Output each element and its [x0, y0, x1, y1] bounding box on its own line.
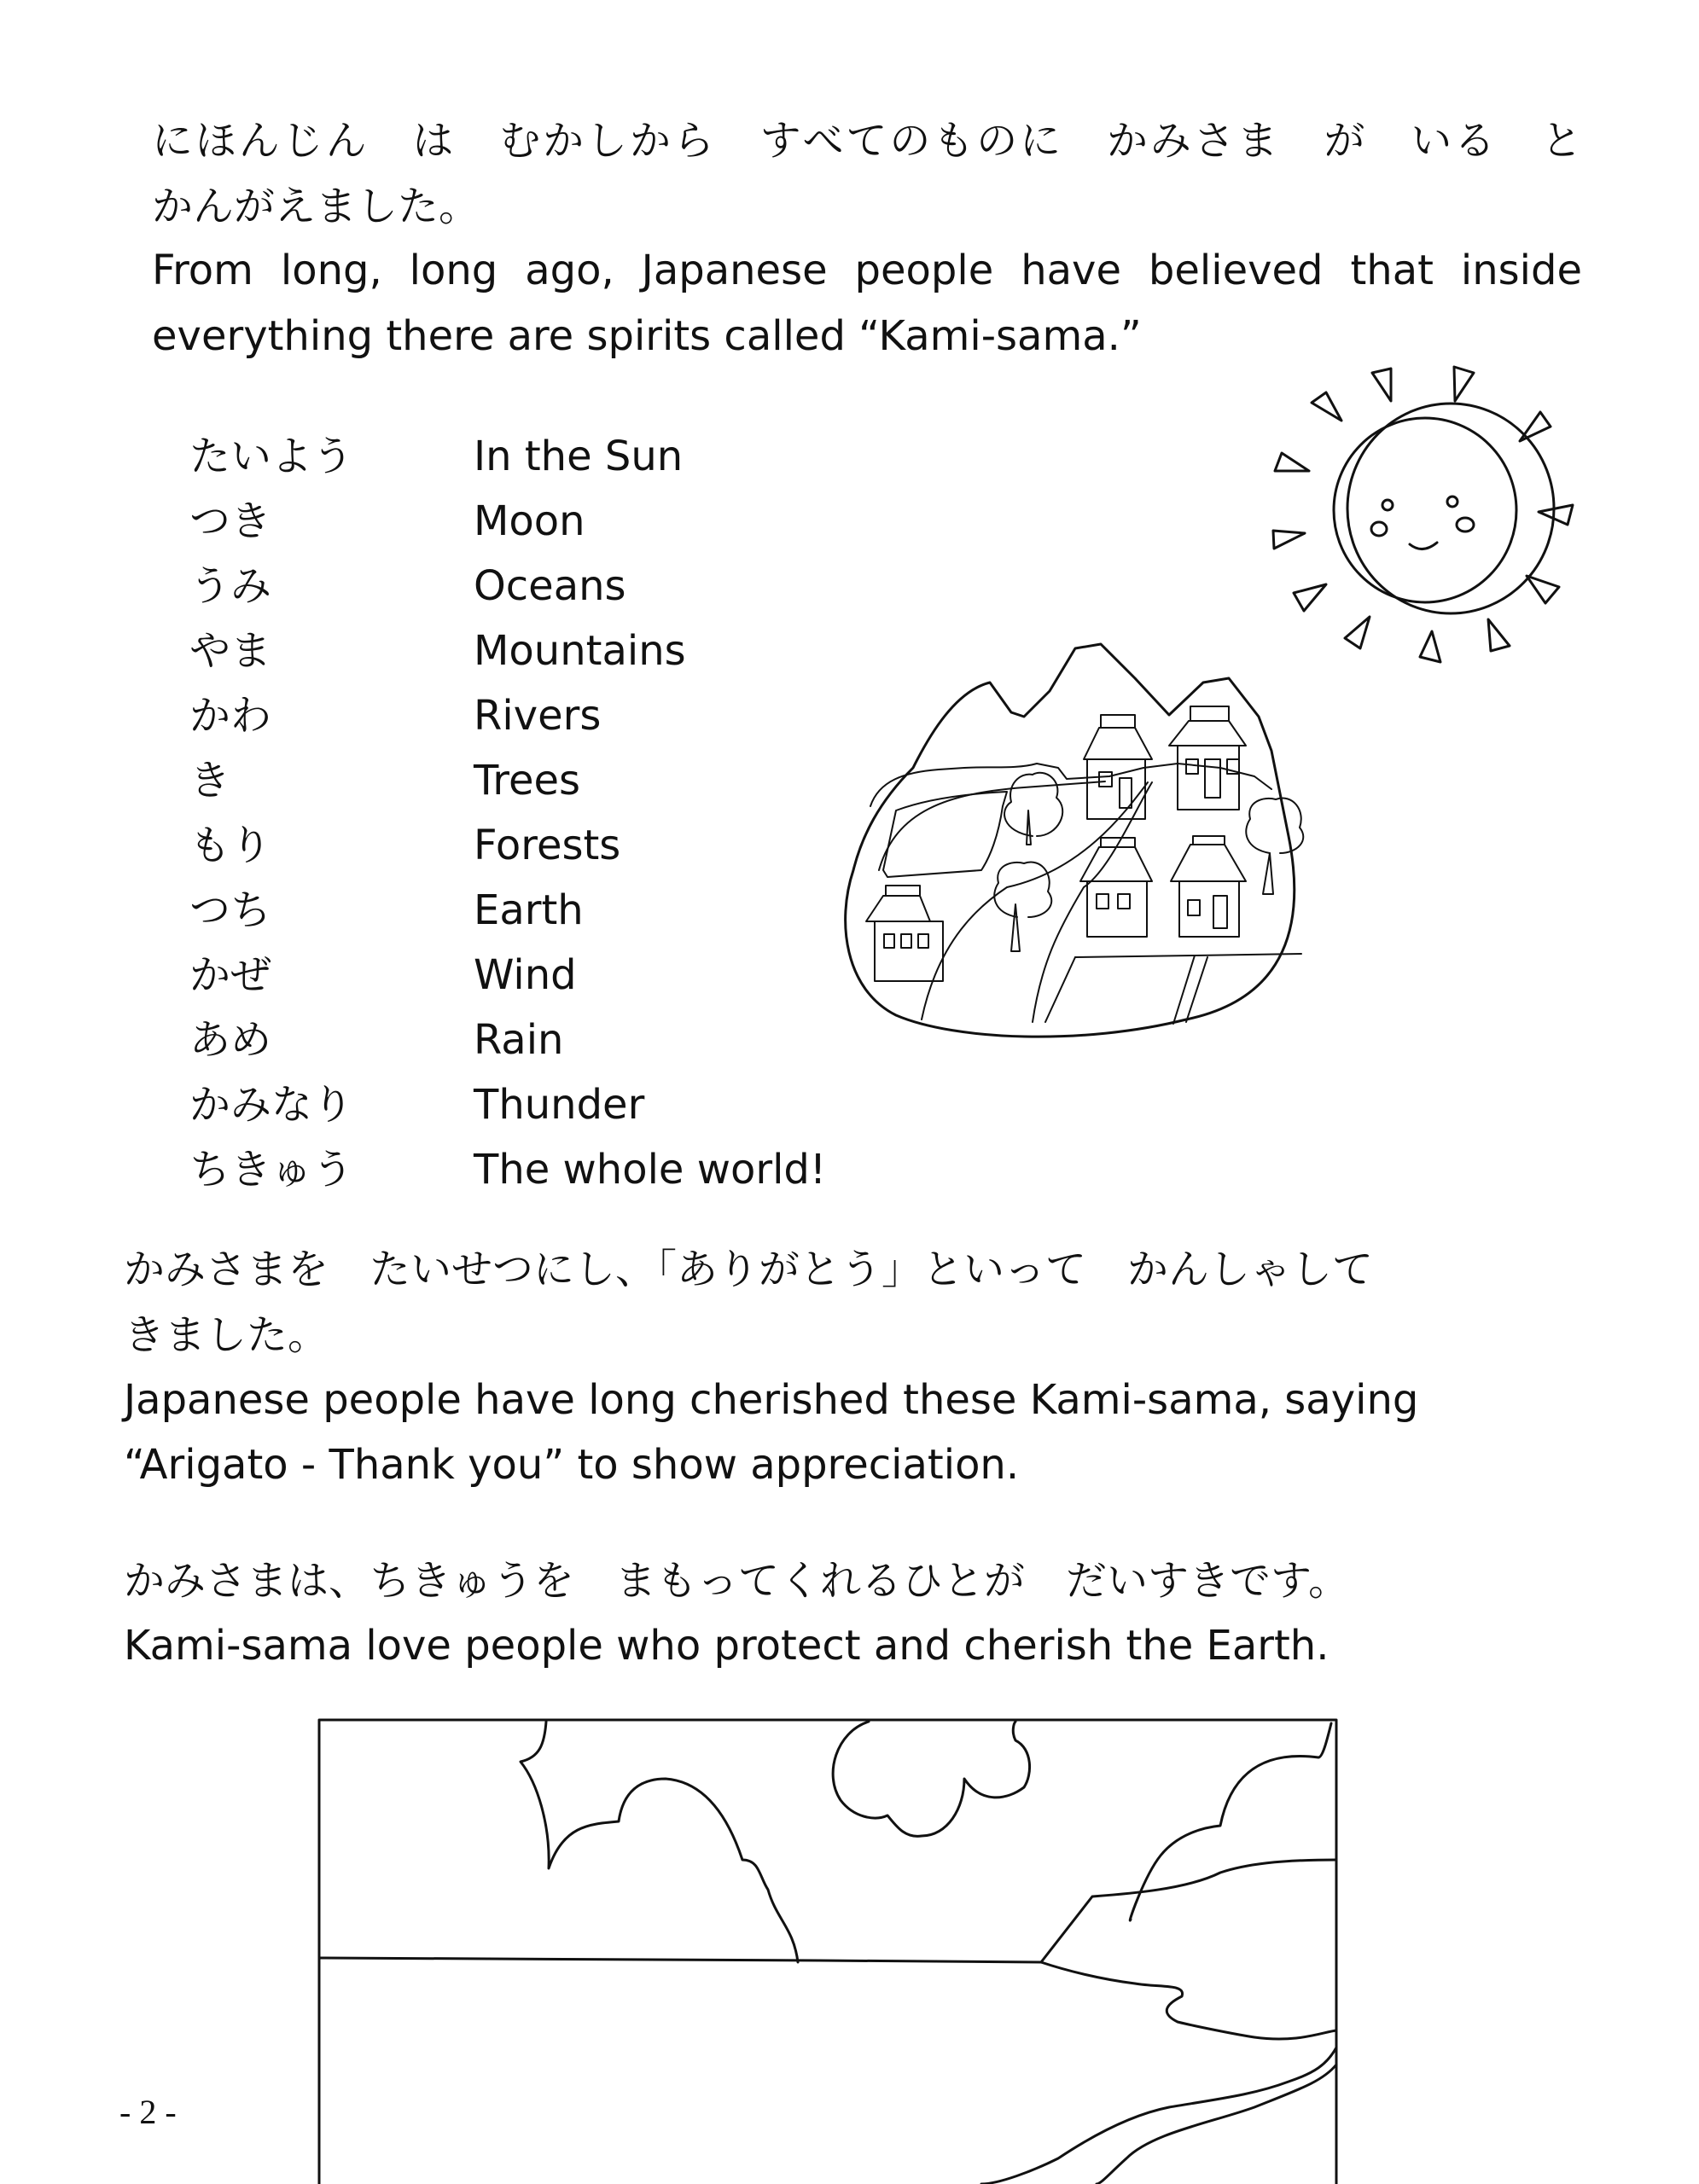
- vocab-jp: かぜ: [189, 951, 272, 999]
- vocab-en: The whole world!: [474, 1146, 827, 1194]
- protect-jp-line-1: かみさまは、ちきゅうを まもってくれるひとが だいすきです。: [124, 1557, 1350, 1605]
- vocab-jp: うみ: [189, 562, 272, 610]
- vocab-jp: つち: [189, 886, 272, 934]
- vocab-en: Trees: [474, 757, 581, 804]
- vocab-jp: かわ: [189, 692, 272, 740]
- vocab-en: Earth: [474, 886, 584, 934]
- intro-jp-text-1: にほんじん は むかしから すべてのものに かみさま が いる と: [152, 117, 1582, 165]
- gratitude-en-line-1: Japanese people have long cherished these Kami-sama, saying: [124, 1376, 1419, 1424]
- landscape-illustration: [316, 1706, 1357, 2184]
- gratitude-en-line-2: “Arigato - Thank you” to show appreciation.: [124, 1441, 1020, 1489]
- intro-jp-line-2: かんがえました。: [152, 183, 480, 230]
- vocab-en: Mountains: [474, 627, 686, 675]
- vocab-jp: あめ: [189, 1016, 272, 1064]
- intro-en-text-1: From long, long ago, Japanese people have believed that inside: [152, 247, 1582, 294]
- vocab-jp: たいよう: [189, 433, 354, 480]
- page-number: - 2 -: [119, 2093, 177, 2131]
- vocab-jp: き: [189, 757, 231, 804]
- vocab-en: Wind: [474, 951, 577, 999]
- vocab-en: Rain: [474, 1016, 564, 1064]
- vocab-en: In the Sun: [474, 433, 684, 480]
- gratitude-jp-line-1: かみさまを たいせつにし、「ありがとう」といって かんしゃして: [124, 1246, 1374, 1293]
- vocab-jp: つき: [189, 497, 272, 545]
- intro-jp-line-1: [152, 115, 1582, 166]
- vocab-jp: やま: [189, 627, 272, 675]
- protect-en-line-1: Kami-sama love people who protect and cherish the Earth.: [124, 1622, 1330, 1670]
- vocab-en: Thunder: [474, 1081, 645, 1129]
- vocab-jp: かみなり: [189, 1081, 354, 1129]
- intro-en-line-1: [152, 245, 1582, 296]
- vocab-en: Moon: [474, 497, 585, 545]
- mountain-village-illustration: [828, 640, 1553, 1203]
- vocab-jp: ちきゅう: [189, 1146, 354, 1194]
- sun-illustration: [1246, 350, 1604, 674]
- vocab-jp: もり: [189, 822, 272, 869]
- vocab-en: Rivers: [474, 692, 602, 740]
- gratitude-jp-line-2: きました。: [124, 1311, 329, 1359]
- vocab-en: Forests: [474, 822, 621, 869]
- intro-en-line-2: everything there are spirits called “Kami-sama.”: [152, 312, 1142, 360]
- vocab-en: Oceans: [474, 562, 626, 610]
